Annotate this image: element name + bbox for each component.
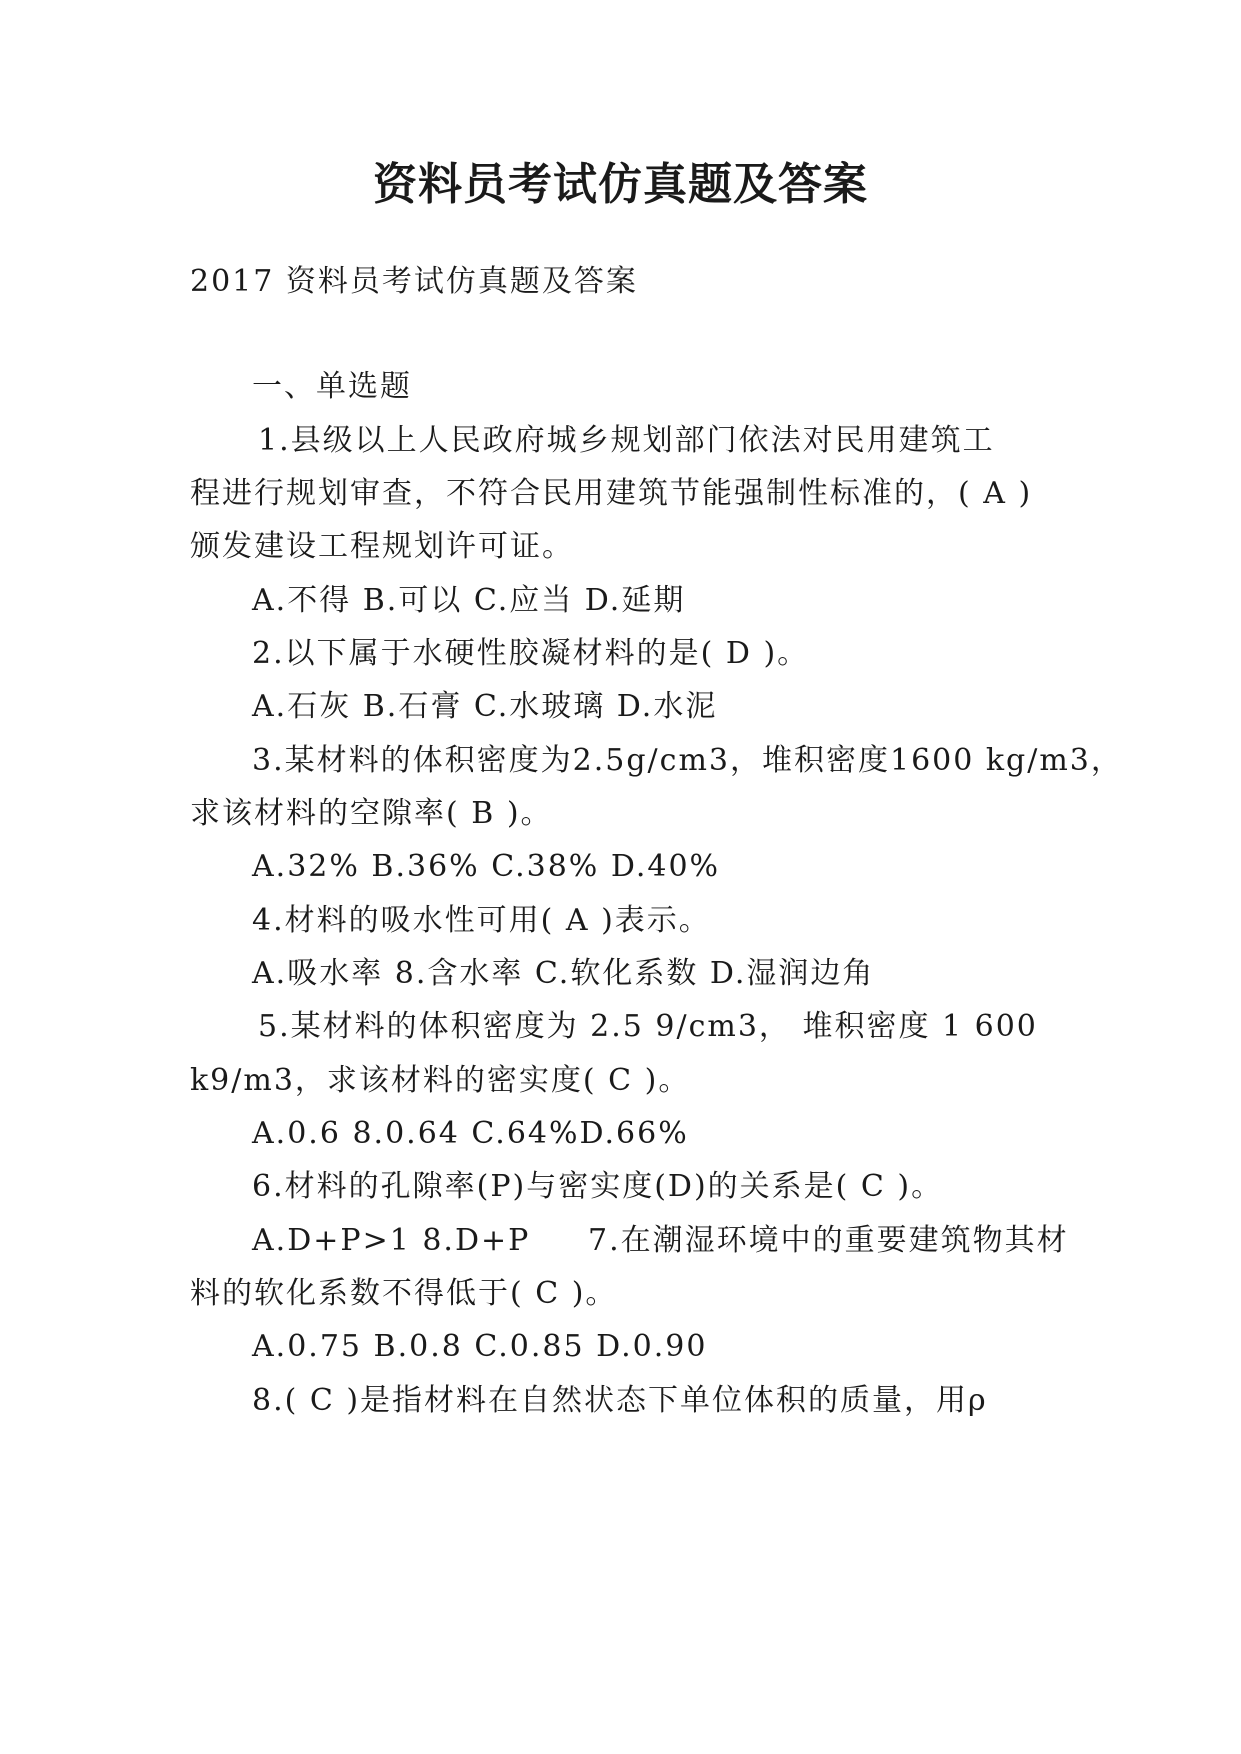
question-4-line-1: 4.材料的吸水性可用( A )表示。 <box>252 903 711 938</box>
question-2-options: A.石灰 B.石膏 C.水玻璃 D.水泥 <box>252 689 718 724</box>
question-4-options: A.吸水率 8.含水率 C.软化系数 D.湿润边角 <box>252 956 875 991</box>
question-8-line-1: 8.( C )是指材料在自然状态下单位体积的质量，用ρ <box>252 1383 988 1418</box>
question-5-line-1: 5.某材料的体积密度为 2.5 9/cm3， 堆积密度 1 600 <box>258 1009 1038 1044</box>
question-1-line-1: 1.县级以上人民政府城乡规划部门依法对民用建筑工 <box>258 423 995 458</box>
question-5-line-2: k9/m3，求该材料的密实度( C )。 <box>190 1063 691 1098</box>
question-6-options-question-7: A.D+P>1 8.D+P 7.在潮湿环境中的重要建筑物其材 <box>252 1223 1069 1258</box>
question-7-options: A.0.75 B.0.8 C.0.85 D.0.90 <box>252 1329 708 1364</box>
question-1-line-3: 颁发建设工程规划许可证。 <box>190 529 574 564</box>
question-5-options: A.0.6 8.0.64 C.64%D.66% <box>252 1116 689 1151</box>
question-3-options: A.32% B.36% C.38% D.40% <box>252 849 721 884</box>
question-3-line-1: 3.某材料的体积密度为2.5g/cm3，堆积密度1600 kg/m3， <box>252 743 1123 778</box>
document-subtitle: 2017 资料员考试仿真题及答案 <box>190 264 638 299</box>
question-1-line-2: 程进行规划审查，不符合民用建筑节能强制性标准的，( A ) <box>190 476 1033 511</box>
question-3-line-2: 求该材料的空隙率( B )。 <box>190 796 553 831</box>
document-title: 资料员考试仿真题及答案 <box>373 159 868 210</box>
question-6-line-1: 6.材料的孔隙率(P)与密实度(D)的关系是( C )。 <box>252 1169 944 1204</box>
question-1-options: A.不得 B.可以 C.应当 D.延期 <box>252 583 686 618</box>
section-heading: 一、单选题 <box>252 369 412 404</box>
question-2-line-1: 2.以下属于水硬性胶凝材料的是( D )。 <box>252 636 810 671</box>
question-7-line-2: 料的软化系数不得低于( C )。 <box>190 1276 618 1311</box>
